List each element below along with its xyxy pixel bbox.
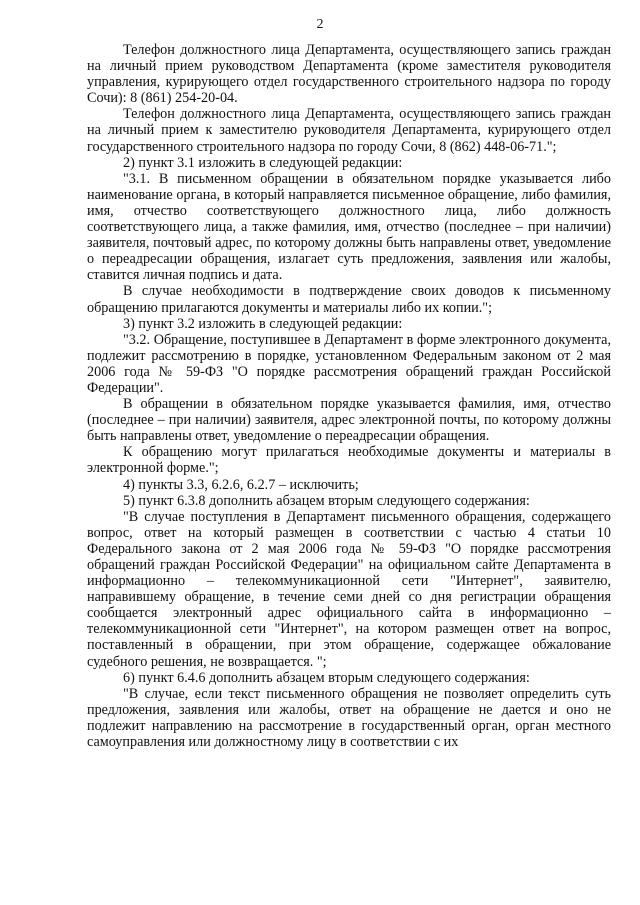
paragraph-phone-deputy: Телефон должностного лица Департамента, осуществляющего запись граждан на личный прием к заместителю руководителя Департамента, курирующего отдел государственного строительного надзора по городу Сочи, 8 (862) 448-06-71."; [87,106,611,155]
paragraph-item-2: 2) пункт 3.1 изложить в следующей редакции: [123,154,403,171]
paragraph-item-3: 3) пункт 3.2 изложить в следующей редакции: [123,315,403,332]
paragraph-item-5: 5) пункт 6.3.8 дополнить абзацем вторым следующего содержания: [123,492,530,509]
document-body [87,42,611,750]
paragraph-clause-3-1: "3.1. В письменном обращении в обязательном порядке указывается либо наименование органа, в который направляется письменное обращение, либо фамилия, имя, отчество соответствующего должностного лица, либо должность соответствующего лица, а также фамилия, имя, отчество (последнее – при наличии) заявителя, почтовый адрес, по которому должны быть направлены ответ, уведомление о переадресации обращения, излагает суть предложения, заявления или жалобы, ставится личная подпись и дата. [87,170,611,284]
paragraph-clause-3-2-attachments: К обращению могут прилагаться необходимые документы и материалы в электронной форме."; [87,444,611,477]
paragraph-clause-6-4-6: "В случае, если текст письменного обращения не позволяет определить суть предложения, заявления или жалобы, ответ на обращение не дается и оно не подлежит направлению на рассмотрение в государственный орган, орган местного самоуправления или должностному лицу в соответствии с их [87,685,611,751]
paragraph-clause-3-1-attachments: В случае необходимости в подтверждение своих доводов к письменному обращению прилагаются документы и материалы либо их копии."; [87,283,611,316]
paragraph-clause-6-3-8: "В случае поступления в Департамент письменного обращения, содержащего вопрос, ответ на который размещен в соответствии с частью 4 статьи 10 Федерального закона от 2 мая 2006 года № 59-ФЗ "О порядке рассмотрения обращений граждан Российской Федерации" на официальном сайте Департамента в информационно – телекоммуникационной сети "Интернет", заявителю, направившему обращение, в течение семи дней со дня регистрации обращения сообщается электронный адрес официального сайта в информационно – телекоммуникационной сети "Интернет", на котором размещен ответ на вопрос, поставленный в обращении, при этом обращение, содержащее обжалование судебного решения, не возвращается. "; [87,508,611,670]
paragraph-clause-3-2-required: В обращении в обязательном порядке указывается фамилия, имя, отчество (последнее – при наличии) заявителя, адрес электронной почты, по которому должны быть направлены ответ, уведомление о переадресации обращения. [87,396,611,445]
paragraph-phone-leadership: Телефон должностного лица Департамента, осуществляющего запись граждан на личный прием руководством Департамента (кроме заместителя руководителя управления, курирующего отдел государственного строительного надзора по городу Сочи): 8 (861) 254-20-04. [87,42,611,107]
paragraph-item-4: 4) пункты 3.3, 6.2.6, 6.2.7 – исключить; [123,476,359,493]
paragraph-clause-3-2: "3.2. Обращение, поступившее в Департамент в форме электронного документа, подлежит рассмотрению в порядке, установленном Федеральным законом от 2 мая 2006 года № 59-ФЗ "О порядке рассмотрения обращений граждан Российской Федерации". [87,331,611,396]
page-number: 2 [316,17,324,32]
paragraph-item-6: 6) пункт 6.4.6 дополнить абзацем вторым следующего содержания: [123,669,530,686]
